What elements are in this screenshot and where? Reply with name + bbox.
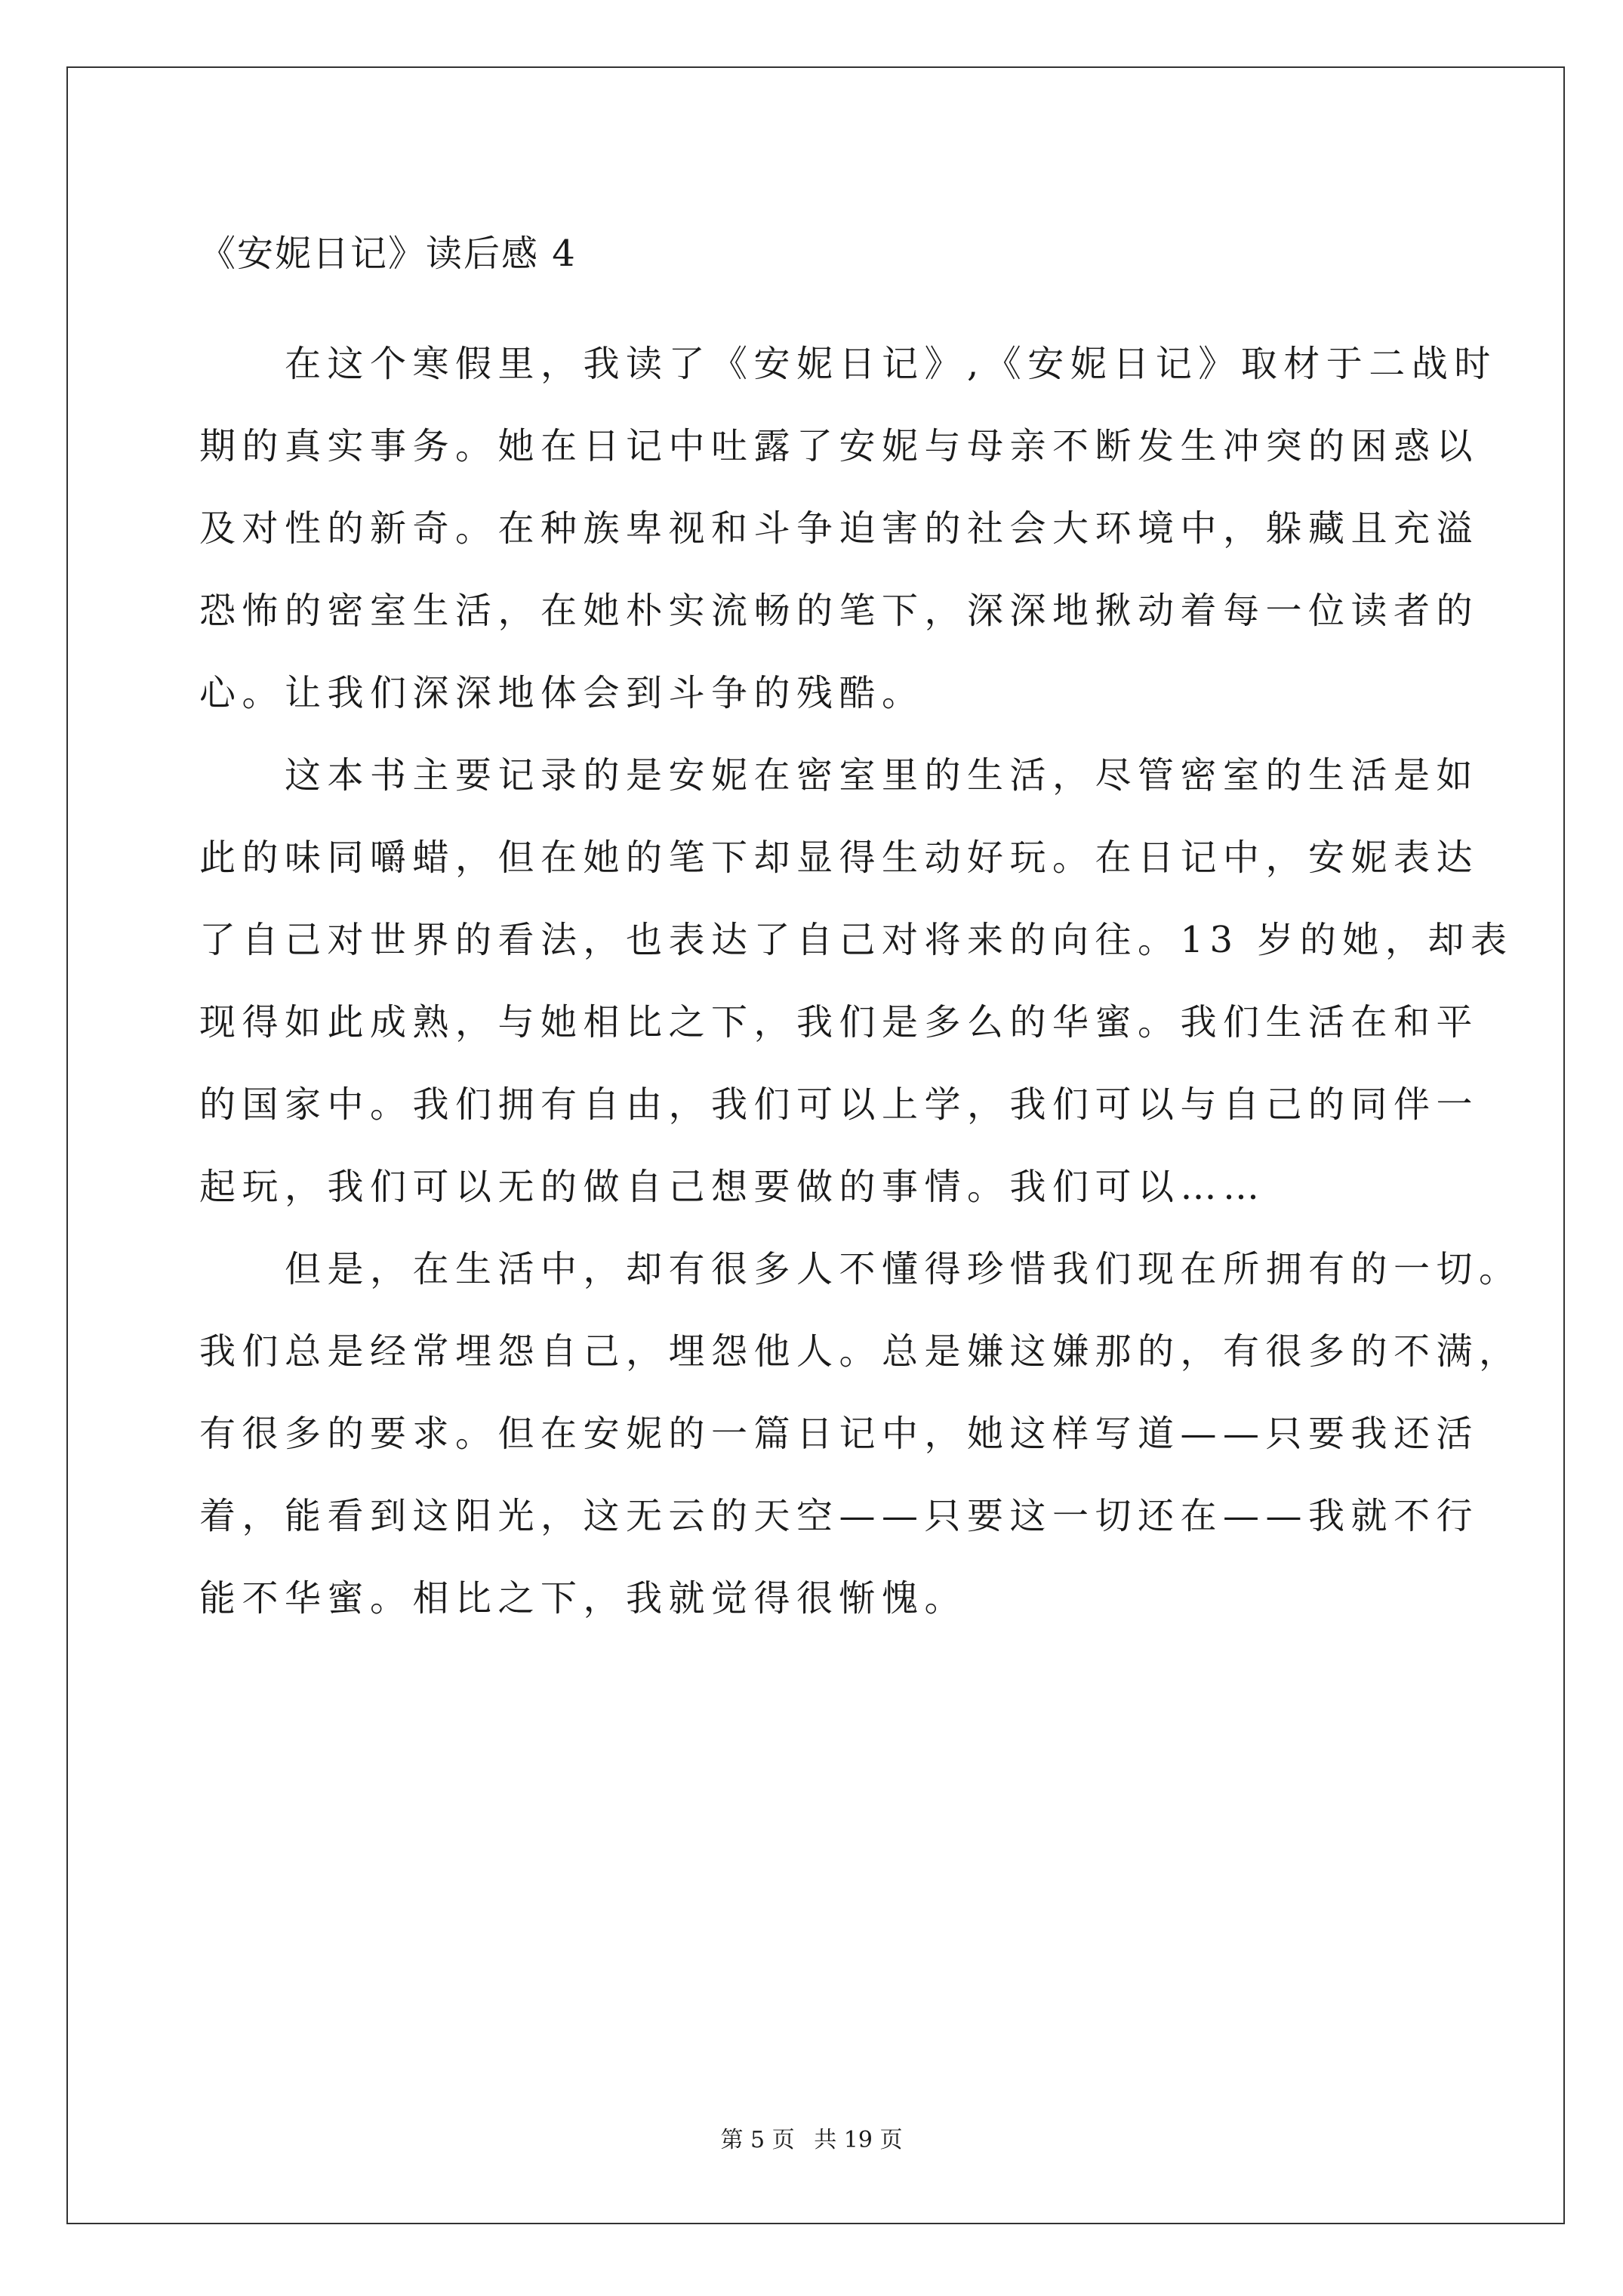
body-line-9: 现得如此成熟，与她相比之下，我们是多么的华蜜。我们生活在和平 xyxy=(199,1001,1480,1043)
body-line-2: 期的真实事务。她在日记中吐露了安妮与母亲不断发生冲突的困惑以 xyxy=(199,425,1480,467)
page-footer xyxy=(0,2125,1623,2156)
page-number: 第 5 页 xyxy=(720,2127,795,2153)
body-line-6: 这本书主要记录的是安妮在密室里的生活，尽管密室的生活是如 xyxy=(199,754,1480,797)
body-line-12: 但是，在生活中，却有很多人不懂得珍惜我们现在所拥有的一切。 xyxy=(199,1248,1522,1290)
page-total: 共 19 页 xyxy=(814,2127,903,2153)
body-line-5: 心。让我们深深地体会到斗争的残酷。 xyxy=(199,672,925,714)
body-line-11: 起玩，我们可以无的做自己想要做的事情。我们可以…… xyxy=(199,1166,1266,1208)
body-line-7: 此的味同嚼蜡，但在她的笔下却显得生动好玩。在日记中，安妮表达 xyxy=(199,837,1480,879)
document-title: 《安妮日记》读后感 4 xyxy=(199,233,577,275)
body-line-1: 在这个寒假里，我读了《安妮日记》,《安妮日记》取材于二战时 xyxy=(199,343,1497,385)
body-line-10: 的国家中。我们拥有自由，我们可以上学，我们可以与自己的同伴一 xyxy=(199,1083,1480,1126)
body-line-3: 及对性的新奇。在种族卑视和斗争迫害的社会大环境中，躲藏且充溢 xyxy=(199,507,1480,550)
body-line-13: 我们总是经常埋怨自己，埋怨他人。总是嫌这嫌那的，有很多的不满， xyxy=(199,1330,1522,1373)
body-line-8: 了自己对世界的看法，也表达了自己对将来的向往。13 岁的她，却表 xyxy=(199,919,1514,961)
body-line-14: 有很多的要求。但在安妮的一篇日记中，她这样写道——只要我还活 xyxy=(199,1413,1480,1455)
body-line-15: 着，能看到这阳光，这无云的天空——只要这一切还在——我就不行 xyxy=(199,1495,1480,1537)
body-line-16: 能不华蜜。相比之下，我就觉得很惭愧。 xyxy=(199,1577,968,1620)
body-line-4: 恐怖的密室生活，在她朴实流畅的笔下，深深地揪动着每一位读者的 xyxy=(199,590,1480,632)
